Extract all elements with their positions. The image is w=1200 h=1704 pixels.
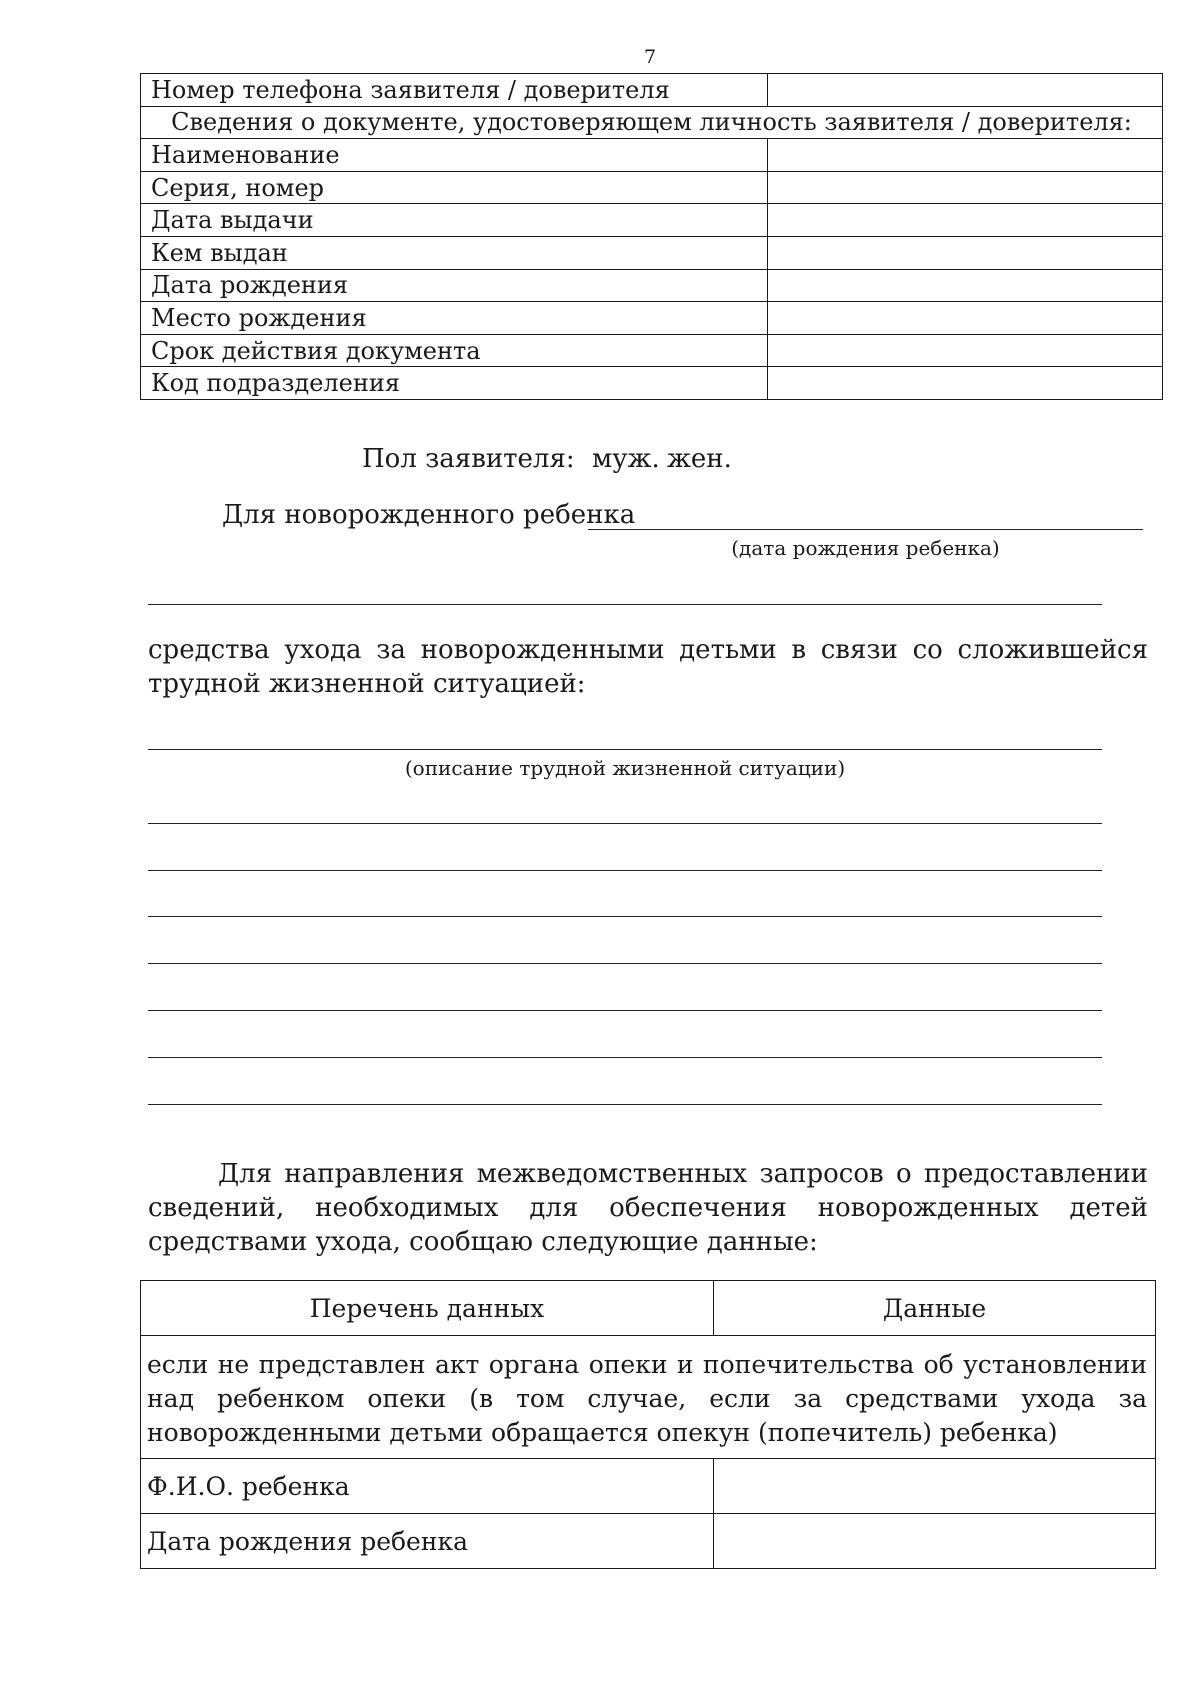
id-doc-header: Сведения о документе, удостоверяющем личность заявителя / доверителя: bbox=[141, 106, 1163, 139]
table-row-value[interactable] bbox=[768, 302, 1163, 335]
table-row-label: Код подразделения bbox=[141, 367, 768, 400]
table-row-label: Ф.И.О. ребенка bbox=[141, 1459, 714, 1514]
phone-value-cell[interactable] bbox=[768, 74, 1163, 107]
situation-line[interactable] bbox=[148, 749, 1102, 750]
gender-label: Пол заявителя: bbox=[362, 444, 575, 474]
page-number: 7 bbox=[643, 46, 657, 68]
table-row-value[interactable] bbox=[714, 1514, 1156, 1569]
blank-line[interactable] bbox=[148, 604, 1102, 605]
phone-label: Номер телефона заявителя / доверителя bbox=[141, 74, 768, 107]
child-data-table bbox=[140, 1280, 1156, 1569]
table-row-value[interactable] bbox=[768, 204, 1163, 237]
table-row-label: Дата рождения bbox=[141, 269, 768, 302]
gender-option-male[interactable]: муж. bbox=[592, 444, 660, 474]
situation-caption: (описание трудной жизненной ситуации) bbox=[404, 756, 846, 780]
blank-line[interactable] bbox=[148, 963, 1102, 964]
blank-line[interactable] bbox=[148, 1104, 1102, 1105]
table-row-label: Срок действия документа bbox=[141, 334, 768, 367]
blank-line[interactable] bbox=[148, 1057, 1102, 1058]
blank-line[interactable] bbox=[148, 823, 1102, 824]
table-row-label: Место рождения bbox=[141, 302, 768, 335]
newborn-date-line[interactable] bbox=[588, 529, 1143, 530]
col-header-data: Данные bbox=[714, 1281, 1156, 1336]
table-row-value[interactable] bbox=[768, 367, 1163, 400]
applicant-id-table bbox=[140, 73, 1163, 400]
newborn-date-caption: (дата рождения ребенка) bbox=[731, 536, 1000, 560]
col-header-list: Перечень данных bbox=[141, 1281, 714, 1336]
care-text: средства ухода за новорожденными детьми в связи со сложившейся трудной жизненной ситуацией: bbox=[148, 635, 1148, 699]
table-row-value[interactable] bbox=[768, 334, 1163, 367]
table-row-value[interactable] bbox=[768, 236, 1163, 269]
newborn-label: Для новорожденного ребенка bbox=[222, 500, 636, 530]
table-row-value[interactable] bbox=[768, 269, 1163, 302]
blank-line[interactable] bbox=[148, 916, 1102, 917]
table-row-label: Наименование bbox=[141, 139, 768, 172]
table-row-value[interactable] bbox=[768, 139, 1163, 172]
blank-line[interactable] bbox=[148, 870, 1102, 871]
gender-option-female[interactable]: жен. bbox=[667, 444, 732, 474]
guardian-note: если не представлен акт органа опеки и попечительства об установлении над ребенком опеки (в том случае, если за средствами ухода за новорожденными детьми обращается опекун (попечитель) ребенка) bbox=[141, 1336, 1156, 1459]
table-row-label: Дата рождения ребенка bbox=[141, 1514, 714, 1569]
table-row-label: Дата выдачи bbox=[141, 204, 768, 237]
table-row-value[interactable] bbox=[768, 171, 1163, 204]
request-paragraph: Для направления межведомственных запросов о предоставлении сведений, необходимых для обеспечения новорожденных детей средствами ухода, сообщаю следующие данные: bbox=[148, 1159, 1148, 1257]
table-row-label: Кем выдан bbox=[141, 236, 768, 269]
blank-line[interactable] bbox=[148, 1010, 1102, 1011]
table-row-value[interactable] bbox=[714, 1459, 1156, 1514]
table-row-label: Серия, номер bbox=[141, 171, 768, 204]
